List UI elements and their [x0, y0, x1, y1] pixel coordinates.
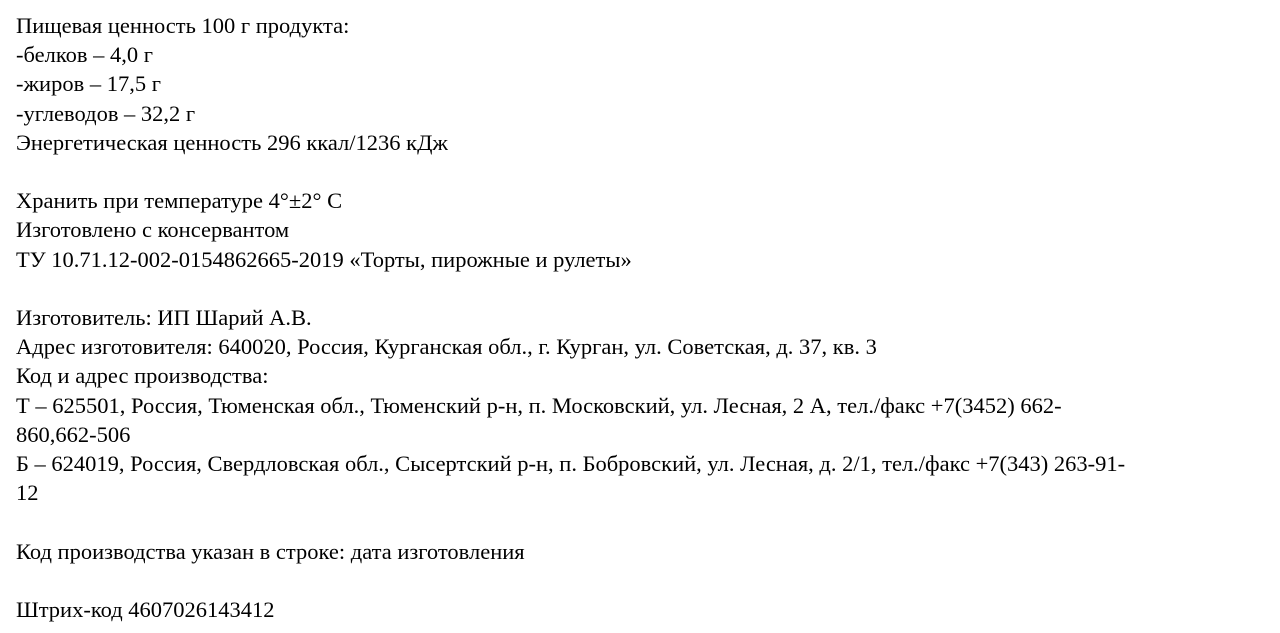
production-site-t-line1: Т – 625501, Россия, Тюменская обл., Тюменский р-н, п. Московский, ул. Лесная, 2 А, тел./факс +7(3452) 662- — [16, 392, 1062, 418]
product-label-document — [16, 11, 1266, 624]
technical-standard: ТУ 10.71.12-002-0154862665-2019 «Торты, пирожные и рулеты» — [16, 246, 632, 272]
production-heading: Код и адрес производства: — [16, 363, 269, 389]
energy-value: Энергетическая ценность 296 ккал/1236 кДж — [16, 129, 448, 155]
manufacturer-name: Изготовитель: ИП Шарий А.В. — [16, 305, 312, 330]
spacer — [16, 566, 1266, 595]
nutrition-protein: -белков – 4,0 г — [16, 42, 153, 68]
storage-temperature: Хранить при температуре 4°±2° С — [16, 188, 343, 214]
nutrition-heading: Пищевая ценность 100 г продукта: — [16, 13, 350, 38]
spacer — [16, 157, 1266, 186]
spacer — [16, 274, 1266, 303]
preservative-note: Изготовлено с консервантом — [16, 217, 290, 243]
production-site-b-line2: 12 — [16, 480, 39, 506]
manufacturer-address: Адрес изготовителя: 640020, Россия, Курганская обл., г. Курган, ул. Советская, д. 37, кв. 3 — [16, 334, 877, 360]
production-site-b-line1: Б – 624019, Россия, Свердловская обл., Сысертский р-н, п. Бобровский, ул. Лесная, д. 2/1, тел./факс +7(343) 263-91- — [16, 451, 1126, 477]
spacer — [16, 507, 1266, 536]
nutrition-fat: -жиров – 17,5 г — [16, 71, 161, 97]
barcode-text: Штрих-код 4607026143412 — [16, 597, 275, 622]
production-code-note: Код производства указан в строке: дата изготовления — [16, 538, 525, 564]
production-site-t-line2: 860,662-506 — [16, 421, 131, 447]
nutrition-carbs: -углеводов – 32,2 г — [16, 100, 196, 126]
